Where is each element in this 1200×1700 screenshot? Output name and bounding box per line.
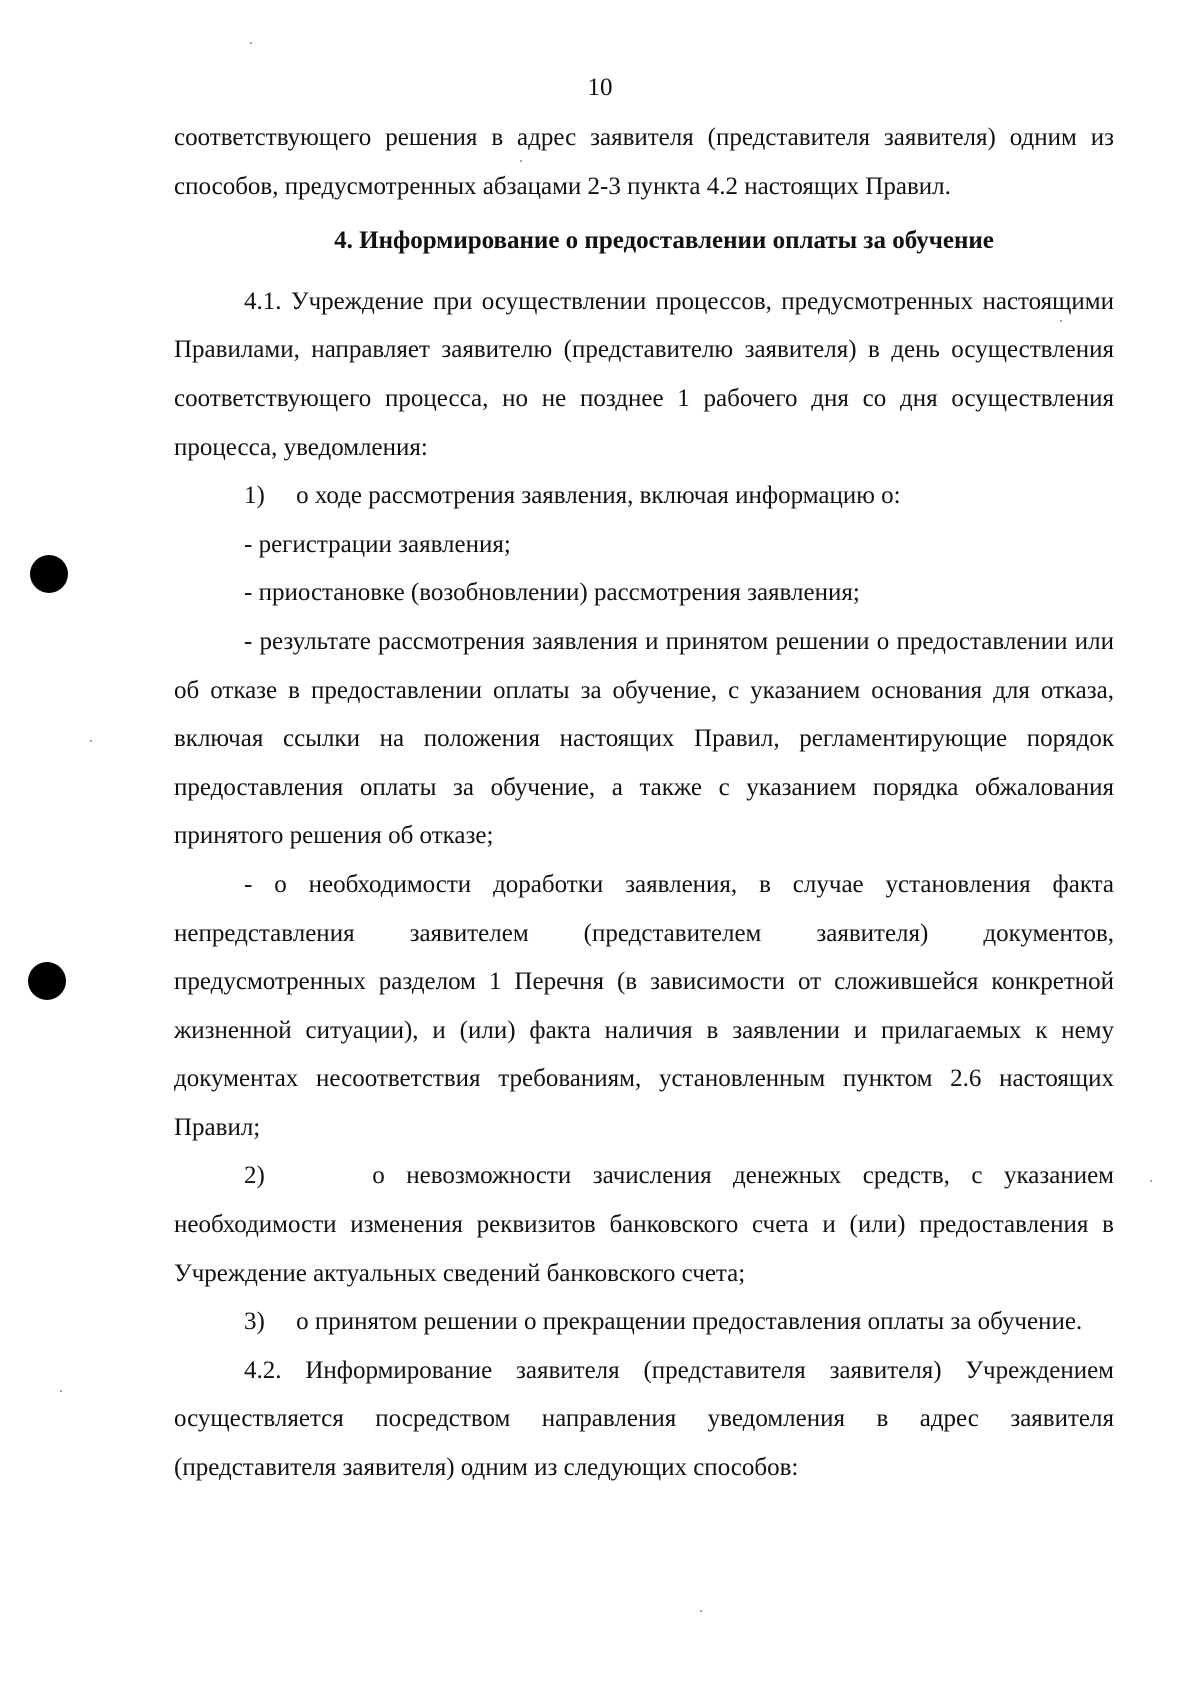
scan-speck	[700, 1610, 702, 1612]
page-number: 10	[587, 74, 613, 101]
scan-speck	[60, 1390, 62, 1392]
punch-hole-top	[30, 555, 68, 593]
list-item-1	[174, 472, 1114, 521]
dash-item-suspension: - приостановке (возобновлении) рассмотрения заявления;	[244, 579, 860, 607]
list-item-3	[174, 1298, 1114, 1347]
scan-speck	[250, 42, 252, 44]
list-item-1-number: 1)	[244, 482, 265, 510]
paragraph-continuation: соответствующего решения в адрес заявителя (представителя заявителя) одним из способов, предусмотренных абзацами 2-3 пункта 4.2 настоящих Правил.	[174, 124, 1114, 200]
list-item-2-text: о невозможности зачисления денежных средств, с указанием необходимости изменения реквизитов банковского счета и (или) предоставления в Учреждение актуальных сведений банковского счета;	[174, 1162, 1115, 1287]
list-item-3-text: о принятом решении о прекращении предоставления оплаты за обучение.	[296, 1308, 1083, 1336]
scan-speck	[1150, 1180, 1152, 1182]
list-item-2	[174, 1152, 1114, 1298]
list-item-1-text: о ходе рассмотрения заявления, включая информацию о:	[296, 482, 901, 510]
scan-speck	[90, 740, 92, 742]
paragraph-4-2: 4.2. Информирование заявителя (представителя заявителя) Учреждением осуществляется посредством направления уведомления в адрес заявителя (представителя заявителя) одним из следующих способов:	[174, 1356, 1114, 1482]
list-item-2-number: 2)	[244, 1162, 265, 1190]
dash-item-revision: - о необходимости доработки заявления, в случае установления факта непредставления заявителем (представителем заявителя) документов, предусмотренных разделом 1 Перечня (в зависимости от сложившейся конкретной жизненной ситуации), и (или) факта наличия в заявлении и прилагаемых к нему документах несоответствия требованиям, установленным пунктом 2.6 настоящих Правил;	[174, 870, 1114, 1141]
punch-hole-bottom	[28, 962, 66, 1000]
document-body	[174, 114, 1114, 1493]
dash-item-result: - результате рассмотрения заявления и принятом решении о предоставлении или об отказе в предоставлении оплаты за обучение, с указанием основания для отказа, включая ссылки на положения настоящих Правил, регламентирующие порядок предоставления оплаты за обучение, а также с указанием порядка обжалования принятого решения об отказе;	[174, 627, 1114, 850]
scan-speck	[1060, 320, 1062, 322]
list-item-3-number: 3)	[244, 1308, 265, 1336]
paragraph-4-1: 4.1. Учреждение при осуществлении процессов, предусмотренных настоящими Правилами, направляет заявителю (представителю заявителя) в день осуществления соответствующего процесса, но не позднее 1 рабочего дня со дня осуществления процесса, уведомления:	[174, 287, 1114, 461]
dash-item-registration: - регистрации заявления;	[244, 530, 511, 558]
scan-speck	[520, 160, 522, 162]
section-heading: 4. Информирование о предоставлении оплаты за обучение	[334, 227, 994, 255]
